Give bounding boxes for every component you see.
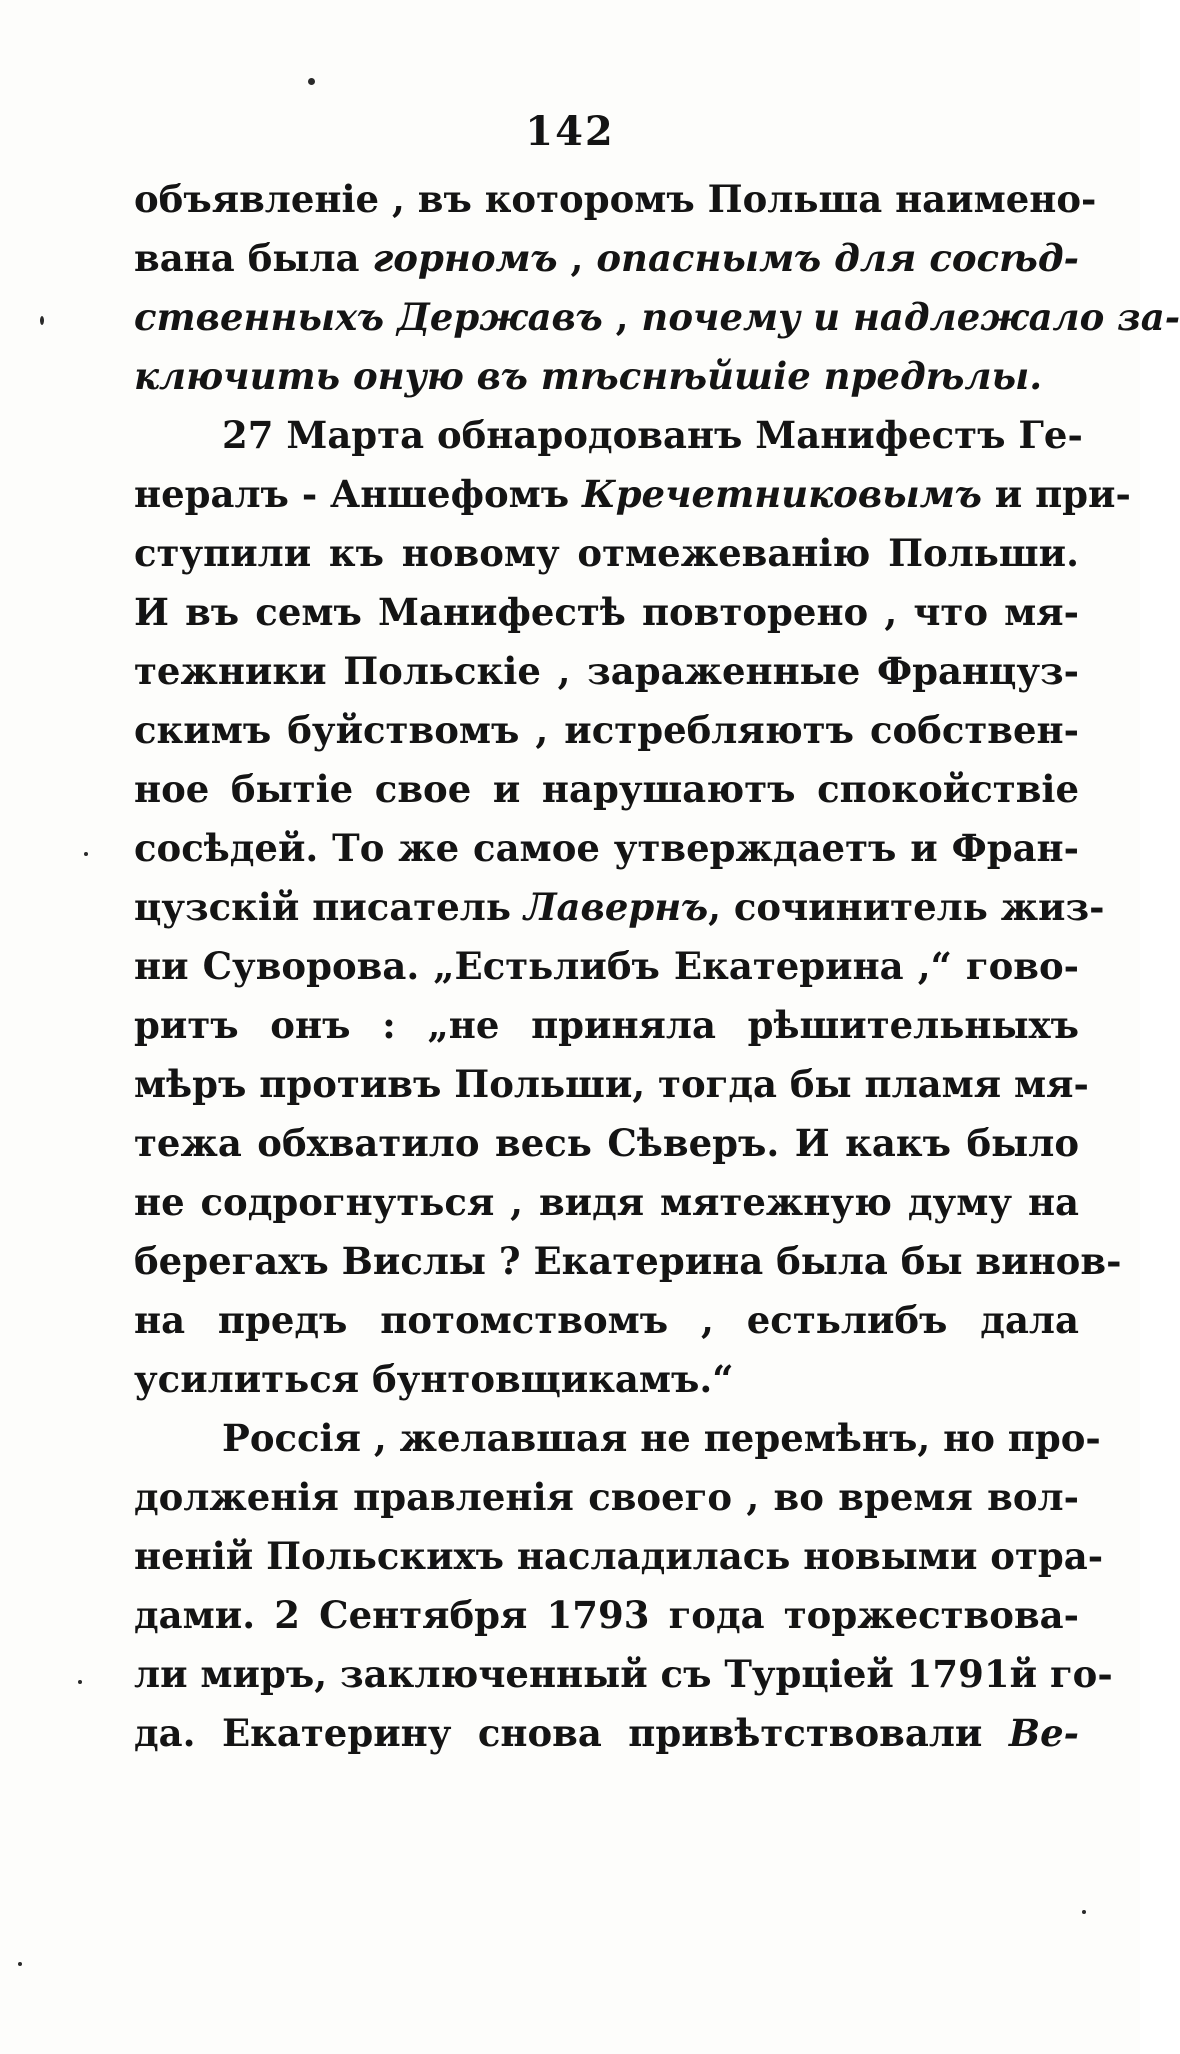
italic-text: ключить оную въ тѣснѣйшіе предѣлы. bbox=[134, 354, 1043, 398]
text-segment: цузскій писатель bbox=[134, 885, 524, 929]
text-line bbox=[134, 465, 1131, 524]
text-segment: Россія , желавшая не перемѣнъ, но про- bbox=[222, 1416, 1101, 1460]
text-line bbox=[134, 1468, 1079, 1527]
text-segment: берегахъ Вислы ? Екатерина была бы винов- bbox=[134, 1239, 1122, 1283]
text-segment: скимъ буйствомъ , истребляютъ собствен- bbox=[134, 708, 1079, 752]
text-segment: ли миръ, заключенный съ Турціей 1791й го- bbox=[134, 1652, 1113, 1696]
text-line bbox=[134, 1291, 1079, 1350]
text-line bbox=[134, 1645, 1113, 1704]
text-line bbox=[134, 701, 1079, 760]
text-segment: усилиться бунтовщикамъ.“ bbox=[134, 1357, 734, 1401]
text-segment: на предъ потомствомъ , естьлибъ дала bbox=[134, 1298, 1079, 1342]
text-segment: дами. 2 Сентября 1793 года торжествова- bbox=[134, 1593, 1079, 1637]
text-line bbox=[134, 1586, 1079, 1645]
text-line bbox=[134, 347, 1079, 406]
italic-text: Лавернъ bbox=[523, 885, 709, 929]
text-segment: тежники Польскіе , зараженные Француз- bbox=[134, 649, 1079, 693]
text-segment: долженія правленія своего , во время вол- bbox=[134, 1475, 1079, 1519]
scan-speck bbox=[84, 852, 88, 856]
text-line bbox=[134, 819, 1079, 878]
text-segment: тежа обхватило весь Сѣверъ. И какъ было bbox=[134, 1121, 1079, 1165]
text-line bbox=[134, 1409, 1101, 1468]
text-line bbox=[134, 1114, 1079, 1173]
text-segment: не содрогнуться , видя мятежную думу на bbox=[134, 1180, 1079, 1224]
text-line bbox=[134, 1350, 1079, 1409]
text-line bbox=[134, 1055, 1089, 1114]
text-segment: ступили къ новому отмежеванію Польши. bbox=[134, 531, 1079, 575]
page-number: 142 bbox=[525, 108, 615, 155]
italic-text: Ве- bbox=[1008, 1711, 1079, 1755]
text-segment: , bbox=[602, 295, 642, 339]
text-line bbox=[134, 1232, 1122, 1291]
text-segment: И въ семъ Манифестѣ повторено , что мя- bbox=[134, 590, 1079, 634]
text-segment: ное бытіе свое и нарушаютъ спокойствіе bbox=[134, 767, 1079, 811]
text-line bbox=[134, 937, 1079, 996]
italic-text: Кречетниковымъ bbox=[582, 472, 982, 516]
text-line bbox=[134, 583, 1079, 642]
text-segment: ни Суворова. „Естьлибъ Екатерина ,“ гово- bbox=[134, 944, 1079, 988]
text-line bbox=[134, 996, 1079, 1055]
text-line bbox=[134, 1173, 1079, 1232]
text-segment: 27 Марта обнародованъ Манифестъ Ге- bbox=[222, 413, 1083, 457]
scan-speck bbox=[18, 1962, 22, 1966]
text-segment: да. Екатерину снова привѣтствовали bbox=[134, 1711, 1009, 1755]
text-segment: ритъ онъ : „не приняла рѣшительныхъ bbox=[134, 1003, 1079, 1047]
text-segment: объявленіе , въ которомъ Польша наимено- bbox=[134, 177, 1097, 221]
text-line bbox=[134, 1704, 1079, 1763]
italic-text: ственныхъ Державъ bbox=[134, 295, 603, 339]
scan-speck bbox=[40, 316, 44, 325]
text-segment: мѣръ противъ Польши, тогда бы пламя мя- bbox=[134, 1062, 1089, 1106]
text-segment: нералъ - Аншефомъ bbox=[134, 472, 583, 516]
text-segment: , сочинитель жиз- bbox=[708, 885, 1105, 929]
text-line bbox=[134, 170, 1097, 229]
body-text bbox=[134, 170, 1180, 1763]
italic-text: опаснымъ для сосѣд- bbox=[596, 236, 1079, 280]
italic-text: горномъ bbox=[372, 236, 558, 280]
italic-text: почему и надлежало за- bbox=[641, 295, 1180, 339]
text-line bbox=[134, 524, 1079, 583]
text-line bbox=[134, 406, 1083, 465]
scan-speck bbox=[1082, 1910, 1086, 1914]
text-segment: , bbox=[557, 236, 597, 280]
text-segment: вана была bbox=[134, 236, 373, 280]
text-line bbox=[134, 878, 1105, 937]
text-line bbox=[134, 288, 1180, 347]
text-line bbox=[134, 229, 1079, 288]
text-line bbox=[134, 1527, 1104, 1586]
scan-speck bbox=[308, 78, 315, 85]
scan-speck bbox=[78, 1680, 82, 1684]
text-segment: и при- bbox=[981, 472, 1131, 516]
text-line bbox=[134, 760, 1079, 819]
text-segment: неній Польскихъ насладилась новыми отра- bbox=[134, 1534, 1104, 1578]
text-segment: сосѣдей. То же самое утверждаетъ и Фран- bbox=[134, 826, 1079, 870]
text-line bbox=[134, 642, 1079, 701]
